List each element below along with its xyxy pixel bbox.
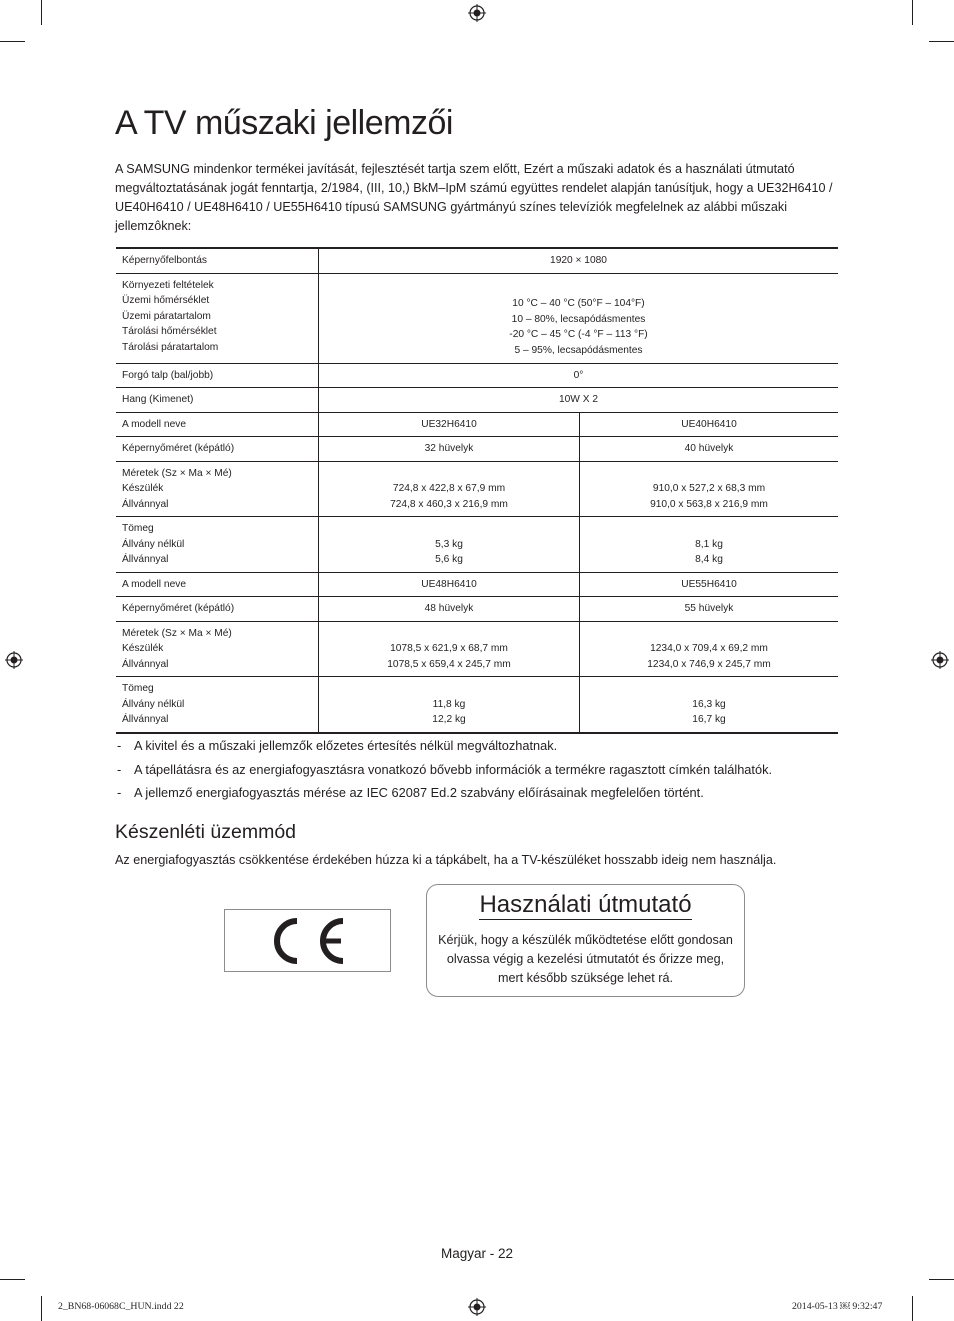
value-line: -20 °C – 45 °C (-4 °F – 113 °F) — [509, 329, 648, 340]
note-text: A jellemző energiafogyasztás mérése az IEC 62087 Ed.2 szabvány előírásainak megfelelően történt. — [134, 785, 704, 800]
ce-mark-icon — [225, 910, 390, 971]
row-label — [116, 517, 319, 573]
value-line: 16,7 kg — [692, 714, 726, 725]
section-heading: Készenléti üzemmód — [115, 821, 297, 843]
text-line: olvassa végig a kezelési útmutatót és őrizze meg, — [446, 952, 725, 966]
crop-mark — [41, 1296, 42, 1321]
slug-datetime: 2014-05-13 ￼ 9:32:47 — [792, 1301, 883, 1312]
label-line: Állvánnyal — [122, 498, 169, 510]
dimensions — [319, 461, 580, 517]
table-row — [116, 248, 838, 273]
row-label — [116, 677, 319, 733]
label-line: Méretek (Sz × Ma × Mé) — [122, 627, 232, 639]
registration-mark-icon — [468, 4, 486, 22]
label-line: Környezeti feltételek — [122, 279, 214, 291]
notes-list — [115, 736, 835, 807]
label-line: Állvánnyal — [122, 658, 169, 670]
label-line: Állvány nélkül — [122, 698, 185, 710]
value-line: 1234,0 x 746,9 x 245,7 mm — [647, 658, 771, 670]
table-row — [116, 517, 838, 573]
label-line: Állvánnyal — [122, 714, 169, 725]
label-line: Tömeg — [122, 523, 154, 534]
model-name: UE48H6410 — [319, 572, 580, 597]
bullet: - — [117, 738, 122, 753]
list-item — [115, 783, 835, 807]
dimensions — [580, 461, 839, 517]
row-value: 1920 × 1080 — [319, 248, 839, 273]
spec-table — [116, 247, 838, 734]
table-row — [116, 388, 838, 413]
table-row — [116, 363, 838, 388]
row-label: A modell neve — [116, 572, 319, 597]
crop-mark — [0, 41, 25, 42]
value-line: 16,3 kg — [692, 698, 726, 710]
table-row — [116, 597, 838, 622]
screen-size: 32 hüvelyk — [319, 437, 580, 462]
row-label: Képernyőfelbontás — [116, 248, 319, 273]
label-line: Készülék — [122, 483, 164, 494]
crop-mark — [0, 1279, 25, 1280]
weight — [319, 677, 580, 733]
label-line: Állvánnyal — [122, 554, 169, 565]
label-line: Készülék — [122, 643, 164, 654]
dimensions — [580, 621, 839, 677]
slug-file: 2_BN68-06068C_HUN.indd 22 — [58, 1301, 184, 1312]
screen-size: 55 hüvelyk — [580, 597, 839, 622]
value-line: 8,1 kg — [695, 538, 723, 550]
label-line: Méretek (Sz × Ma × Mé) — [122, 467, 232, 479]
row-label: Képernyőméret (képátló) — [116, 437, 319, 462]
table-row — [116, 437, 838, 462]
value-line: 10 °C – 40 °C (50°F – 104°F) — [512, 298, 645, 309]
label-line: Tárolási páratartalom — [122, 341, 219, 353]
table-row — [116, 461, 838, 517]
crop-mark — [912, 1296, 913, 1321]
dimensions — [319, 621, 580, 677]
model-name: UE40H6410 — [580, 412, 839, 437]
weight — [319, 517, 580, 573]
bullet: - — [117, 761, 122, 777]
table-row — [116, 621, 838, 677]
row-label — [116, 621, 319, 677]
weight — [580, 517, 839, 573]
row-label: Hang (Kimenet) — [116, 388, 319, 413]
row-value: 10W X 2 — [319, 388, 839, 413]
row-value — [319, 273, 839, 363]
value-line: 724,8 x 422,8 x 67,9 mm — [392, 483, 506, 494]
value-line: 724,8 x 460,3 x 216,9 mm — [390, 498, 508, 510]
label-line: Üzemi páratartalom — [122, 310, 211, 322]
value-line: 910,0 x 563,8 x 216,9 mm — [650, 498, 768, 510]
standby-paragraph: Az energiafogyasztás csökkentése érdekében húzza ki a tápkábelt, ha a TV-készüléket hosszabb ideig nem használja. — [115, 853, 777, 867]
manual-title-text: Használati útmutató — [479, 891, 692, 918]
row-label: Forgó talp (bal/jobb) — [116, 363, 319, 388]
registration-mark-icon — [468, 1298, 486, 1316]
manual-text — [427, 931, 744, 988]
label-line: Tárolási hőmérséklet — [122, 326, 217, 337]
value-line: 8,4 kg — [695, 554, 723, 565]
table-row — [116, 412, 838, 437]
label-line: Állvány nélkül — [122, 538, 185, 550]
row-label: Képernyőméret (képátló) — [116, 597, 319, 622]
crop-mark — [929, 41, 954, 42]
text-line: mert később szüksége lehet rá. — [497, 971, 673, 985]
value-line: 1234,0 x 709,4 x 69,2 mm — [650, 643, 768, 654]
value-line: 12,2 kg — [432, 714, 466, 725]
value-line: 5,3 kg — [435, 538, 463, 550]
registration-mark-icon — [5, 651, 23, 669]
model-name: UE32H6410 — [319, 412, 580, 437]
bullet: - — [117, 785, 122, 800]
list-item — [115, 760, 835, 784]
crop-mark — [41, 0, 42, 25]
text-line: Kérjük, hogy a készülék működtetése előtt gondosan — [438, 933, 733, 947]
value-line: 11,8 kg — [432, 698, 466, 710]
screen-size: 40 hüvelyk — [580, 437, 839, 462]
crop-mark — [912, 0, 913, 25]
value-line: 1078,5 x 659,4 x 245,7 mm — [387, 658, 511, 670]
list-item — [115, 736, 835, 760]
label-line: Üzemi hőmérséklet — [122, 295, 210, 306]
user-manual-box — [426, 884, 745, 997]
row-value: 0° — [319, 363, 839, 388]
table-row — [116, 677, 838, 733]
table-row — [116, 273, 838, 363]
row-label — [116, 461, 319, 517]
value-line: 1078,5 x 621,9 x 68,7 mm — [390, 643, 508, 654]
ce-mark-box — [224, 909, 391, 972]
label-line: Tömeg — [122, 683, 154, 694]
table-row — [116, 572, 838, 597]
page-number: Magyar - 22 — [440, 1246, 514, 1261]
crop-mark — [929, 1279, 954, 1280]
registration-mark-icon — [931, 651, 949, 669]
weight — [580, 677, 839, 733]
row-label — [116, 273, 319, 363]
value-line: 910,0 x 527,2 x 68,3 mm — [652, 483, 766, 494]
value-line: 10 – 80%, lecsapódásmentes — [511, 313, 646, 325]
intro-paragraph: A SAMSUNG mindenkor termékei javítását, fejlesztését tartja szem előtt, Ezért a műszaki adatok és a használati útmutató megváltoztatásának jogát fenntartja, 2/1984, (III, 10,) BkM–IpM számú együttes rendelet alapján tanúsítjuk, hogy a UE32H6410 / UE40H6410 / UE48H6410 / UE55H6410 típusú SAMSUNG gyártmányú színes televíziók megfelelnek az alábbi műszaki jellemzôknek: — [115, 162, 833, 233]
note-text: A kivitel és a műszaki jellemzők előzetes értesítés nélkül megváltozhatnak. — [134, 738, 558, 753]
value-line: 5,6 kg — [435, 554, 463, 565]
page-title: A TV műszaki jellemzői — [115, 104, 453, 142]
model-name: UE55H6410 — [580, 572, 839, 597]
manual-title — [427, 891, 744, 919]
row-label: A modell neve — [116, 412, 319, 437]
note-text: A tápellátásra és az energiafogyasztásra vonatkozó bővebb információk a termékre ragasztott címkén találhatók. — [134, 761, 773, 777]
screen-size: 48 hüvelyk — [319, 597, 580, 622]
value-line: 5 – 95%, lecsapódásmentes — [514, 344, 643, 356]
